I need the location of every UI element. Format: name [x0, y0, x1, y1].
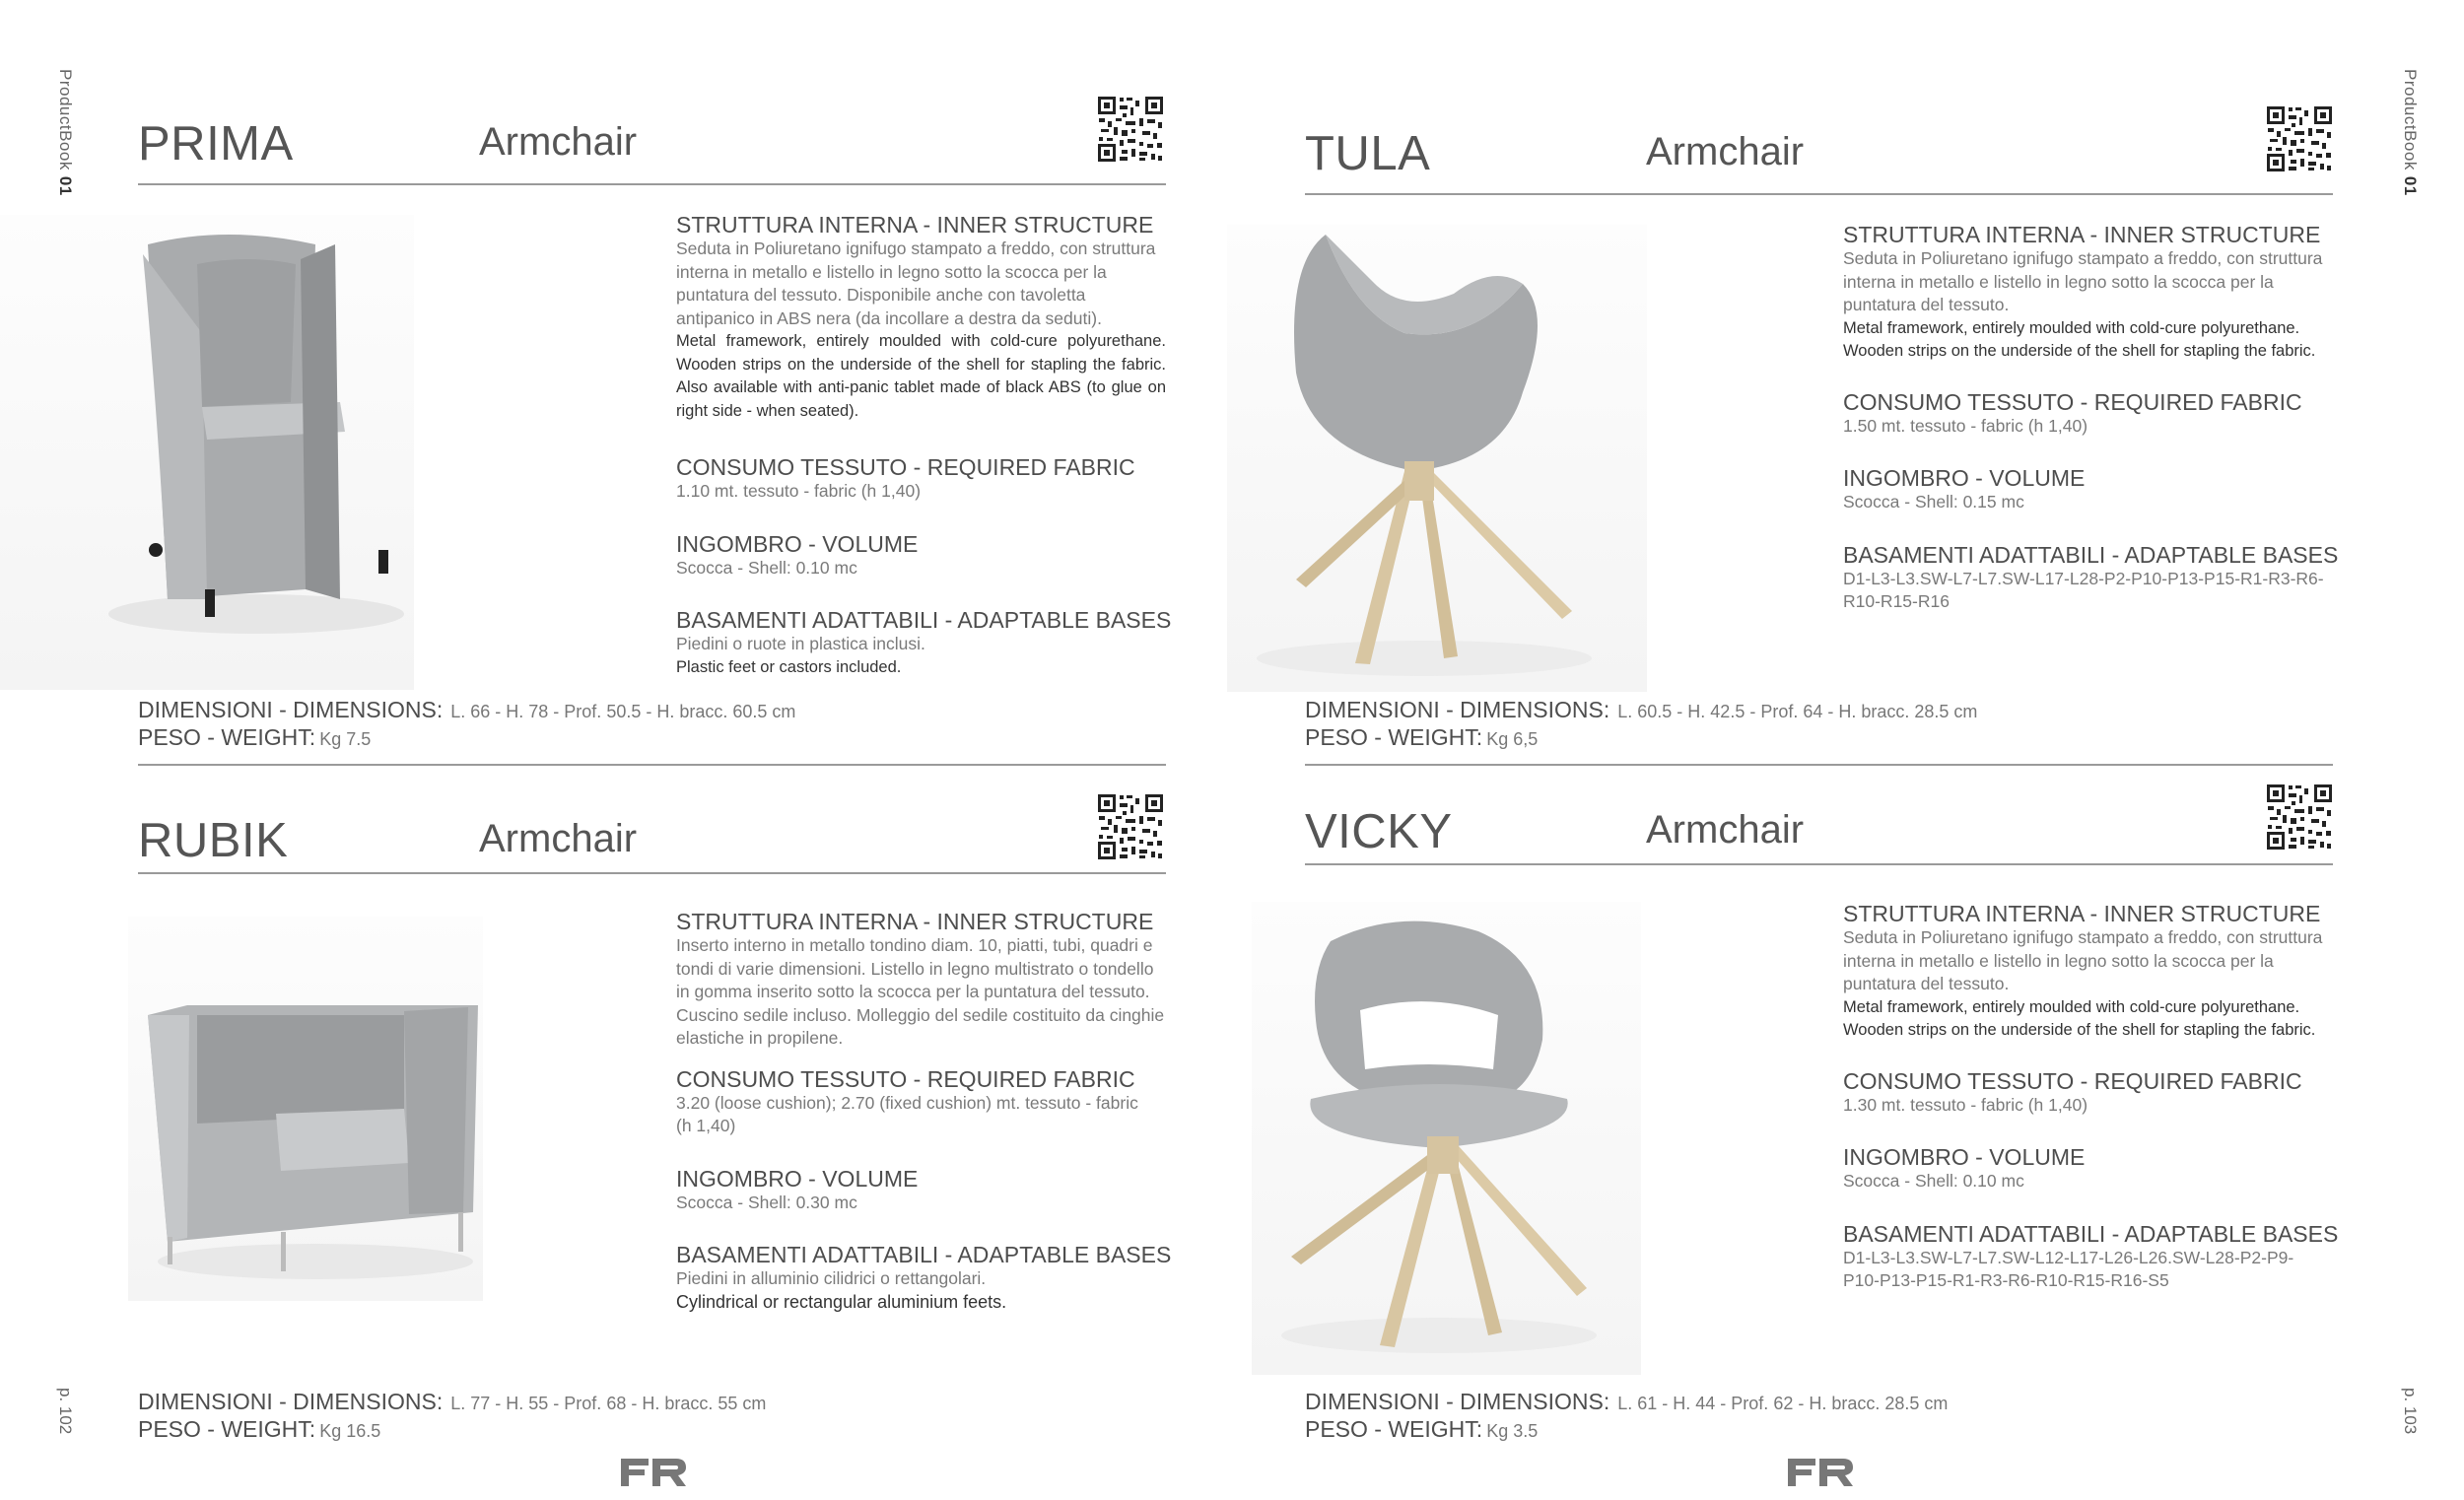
structure-text-en: Metal framework, entirely moulded with cold-cure polyurethane. Wooden strips on the underside of the shell for stapling the fabric. Also available with anti-panic tablet made of black ABS (to glue on right side - when seated).	[676, 332, 1166, 420]
product-specs	[676, 212, 1172, 707]
product-image	[1252, 902, 1641, 1375]
product-type: Armchair	[1646, 130, 1805, 173]
weight-line	[1305, 1415, 1538, 1445]
structure-section	[676, 909, 1166, 1051]
bases-title: BASAMENTI ADATTABILI - ADAPTABLE BASES	[1843, 541, 2339, 568]
section-rule	[1305, 764, 2333, 766]
structure-text-it: Seduta in Poliuretano ignifugo stampato a freddo, con struttura interna in metallo e listello in legno sotto la scocca per la puntatura del tessuto. Disponibile anche con tavoletta antipanico in ABS nera (da incollare a destra da seduti).	[676, 239, 1156, 328]
fabric-value: 1.50 mt. tessuto - fabric (h 1,40)	[1843, 415, 2088, 436]
header-rule	[138, 183, 1166, 185]
weight-value: Kg 16.5	[319, 1421, 381, 1441]
fabric-title: CONSUMO TESSUTO - REQUIRED FABRIC	[1843, 1067, 2302, 1094]
page-number-right: p. 103	[2401, 1388, 2420, 1435]
structure-section	[1843, 222, 2336, 364]
structure-title: STRUTTURA INTERNA - INNER STRUCTURE	[676, 909, 1154, 934]
product-specs	[676, 909, 1172, 1341]
dimensions-line	[1305, 1388, 1948, 1417]
weight-label: PESO - WEIGHT:	[138, 724, 316, 750]
product-name: TULA	[1305, 127, 1431, 180]
product-type: Armchair	[479, 817, 638, 860]
section-rule	[138, 764, 1166, 766]
volume-section	[676, 531, 1166, 580]
product-name: RUBIK	[138, 814, 289, 867]
header-rule	[138, 872, 1166, 874]
fabric-section	[1843, 1068, 2336, 1118]
structure-text-en: Metal framework, entirely moulded with cold-cure polyurethane. Wooden strips on the underside of the shell for stapling the fabric.	[1843, 318, 2316, 360]
prima-chair-illustration	[0, 215, 414, 690]
dimensions-value: L. 61 - H. 44 - Prof. 62 - H. bracc. 28.5 cm	[1617, 1394, 1949, 1413]
product-image	[0, 215, 414, 690]
fabric-value: 3.20 (loose cushion); 2.70 (fixed cushion) mt. tessuto - fabric (h 1,40)	[676, 1092, 1138, 1135]
weight-line	[138, 1415, 380, 1445]
weight-label: PESO - WEIGHT:	[1305, 1416, 1483, 1442]
weight-line	[1305, 723, 1538, 753]
bases-text-it: D1-L3-L3.SW-L7-L7.SW-L12-L17-L26-L26.SW-L28-P2-P9-P10-P13-P15-R1-R3-R6-R10-R15-R16-S5	[1843, 1247, 2294, 1290]
header-rule	[1305, 193, 2333, 195]
volume-value: Scocca - Shell: 0.15 mc	[1843, 492, 2024, 511]
dimensions-line	[1305, 696, 1977, 725]
dimensions-value: L. 60.5 - H. 42.5 - Prof. 64 - H. bracc. 28.5 cm	[1617, 702, 1978, 721]
volume-title: INGOMBRO - VOLUME	[1843, 465, 2086, 491]
bases-text-en: Plastic feet or castors included.	[676, 657, 902, 676]
dimensions-value: L. 66 - H. 78 - Prof. 50.5 - H. bracc. 60.5 cm	[450, 702, 796, 721]
productbook-side-label-left: ProductBook01	[56, 69, 75, 196]
fabric-section	[676, 454, 1166, 504]
qr-code-icon[interactable]	[2265, 104, 2334, 173]
dimensions-label: DIMENSIONI - DIMENSIONS:	[138, 1389, 444, 1414]
volume-section	[1843, 465, 2336, 514]
structure-text-it: Inserto interno in metallo tondino diam. 10, piatti, tubi, quadri e tondi di varie dimensioni. Listello in legno multistrato o tondello in gomma inserito sotto la scocca per la puntatura del tessuto. Cuscino sedile incluso. Molleggio del sedile costituito da cinghie elastiche in propilene.	[676, 935, 1165, 1048]
weight-label: PESO - WEIGHT:	[138, 1416, 316, 1442]
product-name: PRIMA	[138, 117, 294, 170]
product-name: VICKY	[1305, 805, 1453, 858]
fabric-section	[676, 1066, 1166, 1138]
vicky-chair-illustration	[1252, 902, 1641, 1375]
volume-section	[676, 1166, 1166, 1215]
bases-section	[676, 1242, 1172, 1314]
product-specs	[1843, 901, 2339, 1321]
volume-value: Scocca - Shell: 0.30 mc	[676, 1192, 857, 1212]
structure-title: STRUTTURA INTERNA - INNER STRUCTURE	[1843, 901, 2321, 926]
volume-value: Scocca - Shell: 0.10 mc	[1843, 1171, 2024, 1191]
rubik-chair-illustration	[128, 917, 483, 1301]
volume-value: Scocca - Shell: 0.10 mc	[676, 557, 857, 578]
weight-label: PESO - WEIGHT:	[1305, 724, 1483, 750]
brand-logo	[1788, 1459, 1853, 1486]
brand-logo	[621, 1459, 686, 1486]
bases-text-en: Cylindrical or rectangular aluminium feets.	[676, 1291, 1007, 1312]
bases-section	[1843, 1220, 2339, 1293]
dimensions-line	[138, 696, 795, 725]
structure-section	[676, 212, 1166, 423]
qr-code-icon[interactable]	[1096, 792, 1165, 861]
volume-title: INGOMBRO - VOLUME	[676, 530, 919, 557]
dimensions-line	[138, 1388, 766, 1417]
dimensions-label: DIMENSIONI - DIMENSIONS:	[1305, 697, 1610, 722]
bases-section	[1843, 541, 2339, 614]
weight-value: Kg 3.5	[1486, 1421, 1539, 1441]
qr-code-icon[interactable]	[1096, 95, 1165, 164]
bases-text-it: Piedini o ruote in plastica inclusi.	[676, 634, 925, 653]
fabric-title: CONSUMO TESSUTO - REQUIRED FABRIC	[676, 1065, 1135, 1092]
header-rule	[1305, 863, 2333, 865]
structure-text-en: Metal framework, entirely moulded with cold-cure polyurethane. Wooden strips on the underside of the shell for stapling the fabric.	[1843, 997, 2316, 1039]
product-specs	[1843, 222, 2339, 642]
volume-title: INGOMBRO - VOLUME	[676, 1165, 919, 1192]
structure-text-it: Seduta in Poliuretano ignifugo stampato a freddo, con struttura interna in metallo e listello in legno sotto la scocca per la puntatura del tessuto.	[1843, 927, 2323, 993]
bases-title: BASAMENTI ADATTABILI - ADAPTABLE BASES	[1843, 1220, 2339, 1247]
structure-section	[1843, 901, 2336, 1043]
dimensions-label: DIMENSIONI - DIMENSIONS:	[138, 697, 444, 722]
weight-value: Kg 6,5	[1486, 729, 1539, 749]
qr-code-icon[interactable]	[2265, 783, 2334, 852]
productbook-side-label-right: ProductBook01	[2401, 69, 2420, 196]
product-image	[128, 917, 483, 1301]
structure-text-it: Seduta in Poliuretano ignifugo stampato a freddo, con struttura interna in metallo e listello in legno sotto la scocca per la puntatura del tessuto.	[1843, 248, 2323, 314]
dimensions-label: DIMENSIONI - DIMENSIONS:	[1305, 1389, 1610, 1414]
structure-title: STRUTTURA INTERNA - INNER STRUCTURE	[1843, 222, 2321, 247]
product-type: Armchair	[1646, 808, 1805, 852]
bases-section	[676, 607, 1172, 679]
weight-value: Kg 7.5	[319, 729, 372, 749]
volume-title: INGOMBRO - VOLUME	[1843, 1144, 2086, 1170]
bases-title: BASAMENTI ADATTABILI - ADAPTABLE BASES	[676, 607, 1172, 633]
bases-text-it: D1-L3-L3.SW-L7-L7.SW-L17-L28-P2-P10-P13-P15-R1-R3-R6-R10-R15-R16	[1843, 568, 2324, 611]
fabric-section	[1843, 389, 2336, 439]
structure-title: STRUTTURA INTERNA - INNER STRUCTURE	[676, 212, 1154, 238]
product-type: Armchair	[479, 120, 638, 164]
fabric-value: 1.30 mt. tessuto - fabric (h 1,40)	[1843, 1094, 2088, 1115]
dimensions-value: L. 77 - H. 55 - Prof. 68 - H. bracc. 55 cm	[450, 1394, 767, 1413]
bases-text-it: Piedini in alluminio cilidrici o rettangolari.	[676, 1268, 987, 1288]
fabric-title: CONSUMO TESSUTO - REQUIRED FABRIC	[1843, 388, 2302, 415]
page-number-left: p. 102	[56, 1388, 75, 1435]
fabric-title: CONSUMO TESSUTO - REQUIRED FABRIC	[676, 454, 1135, 480]
product-image	[1227, 225, 1647, 692]
weight-line	[138, 723, 371, 753]
tula-chair-illustration	[1227, 225, 1647, 692]
volume-section	[1843, 1144, 2336, 1193]
bases-title: BASAMENTI ADATTABILI - ADAPTABLE BASES	[676, 1242, 1172, 1267]
fabric-value: 1.10 mt. tessuto - fabric (h 1,40)	[676, 481, 922, 501]
